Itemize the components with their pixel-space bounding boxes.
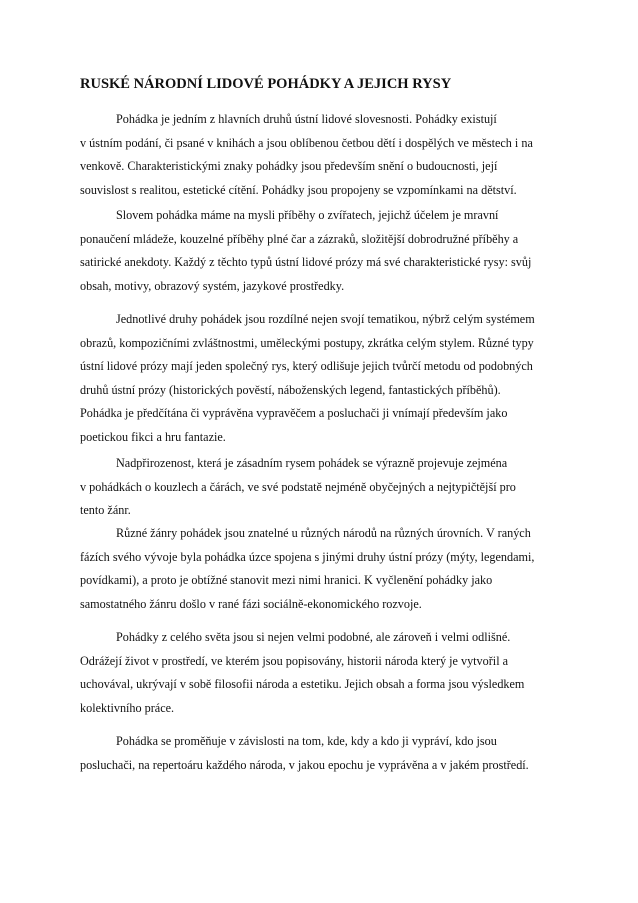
paragraph-line: Pohádka je jedním z hlavních druhů ústní lidové slovesnosti. Pohádky existují xyxy=(116,112,497,126)
paragraph-line: kolektivního práce. xyxy=(80,700,175,715)
paragraph-line: ústní lidové prózy mají jeden společný rys, který odlišuje jejich tvůrčí metodu od podobných xyxy=(80,359,533,373)
paragraph-3 xyxy=(80,308,570,449)
paragraph-6 xyxy=(80,626,570,720)
paragraph-1 xyxy=(80,108,570,202)
paragraph-line: souvislost s realitou, estetické cítění. Pohádky jsou propojeny se vzpomínkami na dětství. xyxy=(80,182,517,197)
paragraph-line: v pohádkách o kouzlech a čárách, ve své podstatě nejméně obyčejných a nejtypičtější pro xyxy=(80,479,516,494)
document-title: RUSKÉ NÁRODNÍ LIDOVÉ POHÁDKY A JEJICH RYSY xyxy=(80,76,452,92)
paragraph-line: Pohádky z celého světa jsou si nejen velmi podobné, ale zároveň i velmi odlišné. xyxy=(116,630,511,644)
paragraph-line: Jednotlivé druhy pohádek jsou rozdílné nejen svojí tematikou, nýbrž celým systémem xyxy=(116,312,535,326)
paragraph-line: poetickou fikci a hru fantazie. xyxy=(80,429,226,444)
paragraph-line: fázích svého vývoje byla pohádka úzce spojena s jinými druhy ústní prózy (mýty, legendami, xyxy=(80,549,535,564)
paragraph-5 xyxy=(80,522,570,616)
paragraph-line: ponaučení mládeže, kouzelné příběhy plné čar a zázraků, složitější dobrodružné příběhy a xyxy=(80,231,519,246)
paragraph-line: venkově. Charakteristickými znaky pohádky jsou především snění o budoucnosti, její xyxy=(80,159,498,173)
paragraph-line: satirické anekdoty. Každý z těchto typů ústní lidové prózy má své charakteristické rysy: svůj xyxy=(80,255,532,269)
paragraph-7 xyxy=(80,730,570,777)
paragraph-line: Slovem pohádka máme na mysli příběhy o zvířatech, jejichž účelem je mravní xyxy=(116,208,499,222)
paragraph-line: Různé žánry pohádek jsou znatelné u různých národů na různých úrovních. V raných xyxy=(116,526,531,540)
paragraph-line: samostatného žánru došlo v rané fázi sociálně-ekonomického rozvoje. xyxy=(80,596,422,611)
paragraph-line: tento žánr. xyxy=(80,503,131,517)
paragraph-line: obrazů, kompozičními zvláštnostmi, uměleckými postupy, zkrátka celým stylem. Různé typy xyxy=(80,335,534,350)
paragraph-2 xyxy=(80,204,570,298)
paragraph-line: Pohádka se proměňuje v závislosti na tom, kde, kdy a kdo ji vypráví, kdo jsou xyxy=(116,734,497,748)
paragraph-line: druhů ústní prózy (historických pověstí, náboženských legend, fantastických příběhů). xyxy=(80,382,501,397)
paragraph-line: povídkami), a proto je obtížné stanovit mezi nimi hranici. K vyčlenění pohádky jako xyxy=(80,573,493,587)
paragraph-line: Pohádka je předčítána či vyprávěna vypravěčem a posluchači ji vnímají především jako xyxy=(80,406,508,420)
paragraph-line: posluchači, na repertoáru každého národa, v jakou epochu je vyprávěna a v jakém prostředí. xyxy=(80,757,529,772)
paragraph-4 xyxy=(80,452,570,523)
paragraph-line: Nadpřirozenost, která je zásadním rysem pohádek se výrazně projevuje zejména xyxy=(116,456,508,470)
paragraph-line: obsah, motivy, obrazový systém, jazykové prostředky. xyxy=(80,278,345,293)
paragraph-line: Odrážejí život v prostředí, ve kterém jsou popisovány, historii národa který je vytvořil a xyxy=(80,653,509,668)
paragraph-line: uchovával, ukrývají v sobě filosofii národa a estetiku. Jejich obsah a forma jsou výsledkem xyxy=(80,677,525,691)
paragraph-line: v ústním podání, či psané v knihách a jsou oblíbenou četbou dětí i dospělých ve městech i na xyxy=(80,135,533,150)
